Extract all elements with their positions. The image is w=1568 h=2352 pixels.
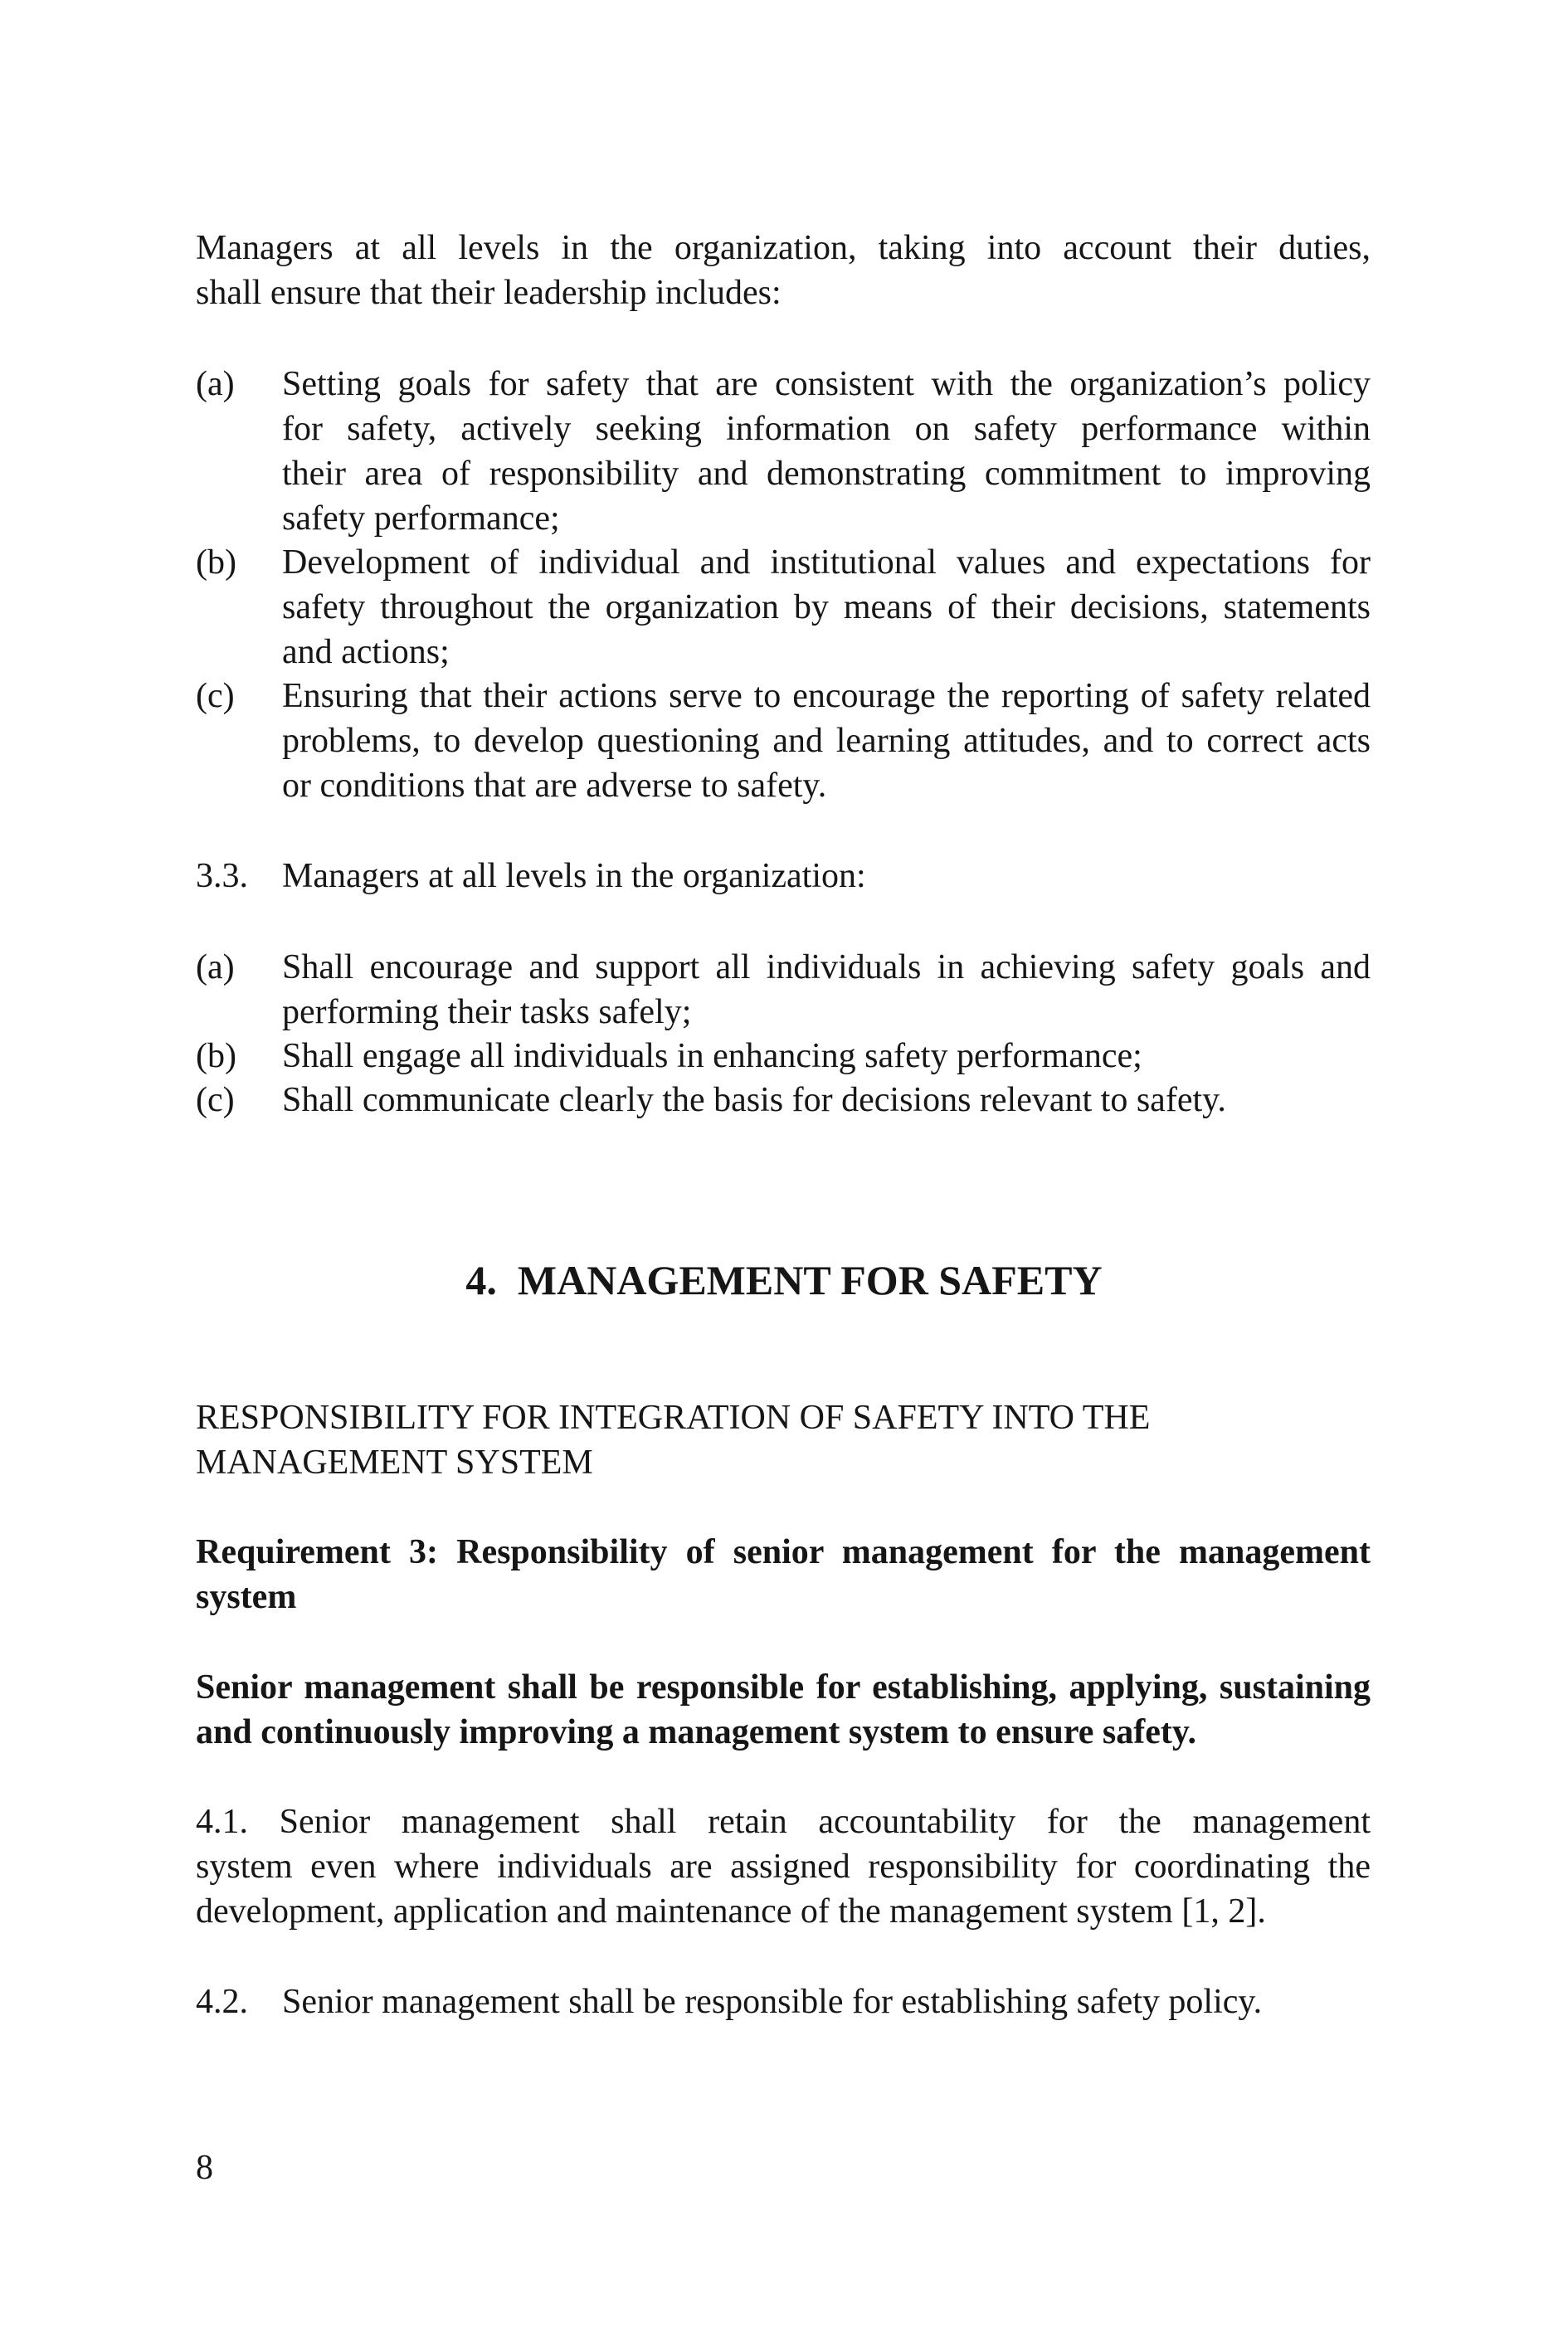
- paragraph-4-2: [196, 1979, 1371, 2024]
- requirement-title: [196, 1530, 1371, 1619]
- paragraph-3-3: [196, 854, 1371, 898]
- list-item-3-2-b: [196, 540, 1371, 674]
- paragraph-number: 3.3.: [196, 857, 248, 895]
- list-item-label: (c): [196, 677, 235, 715]
- requirement-title-line: Requirement 3: Responsibility of senior management for the management: [196, 1533, 1371, 1571]
- list-item-line: their area of responsibility and demonstrating commitment to improving: [282, 455, 1371, 493]
- list-item-label: (a): [196, 365, 235, 403]
- paragraph-line: system even where individuals are assigned responsibility for coordinating the: [196, 1848, 1371, 1886]
- requirement-statement-line: Senior management shall be responsible for establishing, applying, sustaining: [196, 1668, 1371, 1707]
- section-heading: 4. MANAGEMENT FOR SAFETY: [465, 1257, 1103, 1303]
- list-item-line: Ensuring that their actions serve to encourage the reporting of safety related: [282, 677, 1371, 715]
- list-item-line: for safety, actively seeking information on safety performance within: [282, 410, 1371, 448]
- list-item-line: problems, to develop questioning and learning attitudes, and to correct acts: [282, 722, 1371, 760]
- paragraph-line: Managers at all levels in the organization, taking into account their duties,: [196, 229, 1371, 267]
- list-item-3-2-a: [196, 362, 1371, 541]
- list-item-3-3-a: [196, 945, 1371, 1035]
- list-item-line: Shall engage all individuals in enhancing safety performance;: [282, 1037, 1142, 1075]
- list-item-line: performing their tasks safely;: [282, 993, 692, 1031]
- subsection-heading-line: RESPONSIBILITY FOR INTEGRATION OF SAFETY INTO THE: [196, 1399, 1151, 1437]
- requirement-title-line: system: [196, 1578, 297, 1616]
- list-item-3-3-c: [196, 1078, 1371, 1122]
- subsection-heading: [196, 1395, 1371, 1485]
- paragraph-line: Senior management shall be responsible for establishing safety policy.: [282, 1983, 1263, 2021]
- requirement-statement-line: and continuously improving a management system to ensure safety.: [196, 1713, 1197, 1751]
- list-item-line: Setting goals for safety that are consistent with the organization’s policy: [282, 365, 1371, 403]
- list-item-line: safety throughout the organization by means of their decisions, statements: [282, 588, 1371, 626]
- list-item-label: (a): [196, 948, 235, 986]
- list-item-line: Development of individual and institutional values and expectations for: [282, 543, 1371, 582]
- list-item-label: (b): [196, 543, 236, 582]
- page-number: 8: [196, 2149, 213, 2187]
- subsection-heading-line: MANAGEMENT SYSTEM: [196, 1444, 593, 1482]
- paragraph-line: shall ensure that their leadership includes:: [196, 274, 782, 312]
- list-item-line: Shall encourage and support all individuals in achieving safety goals and: [282, 948, 1371, 986]
- paragraph-3-2: [196, 226, 1371, 315]
- list-item-label: (c): [196, 1081, 235, 1119]
- list-item-3-3-b: [196, 1034, 1371, 1079]
- paragraph-line: 4.1. Senior management shall retain accountability for the management: [196, 1803, 1371, 1841]
- paragraph-line: development, application and maintenance of the management system [1, 2].: [196, 1892, 1266, 1931]
- list-item-label: (b): [196, 1037, 236, 1075]
- paragraph-4-1: [196, 1799, 1371, 1934]
- list-item-line: safety performance;: [282, 499, 560, 538]
- list-item-line: or conditions that are adverse to safety.: [282, 767, 827, 805]
- list-item-3-2-c: [196, 674, 1371, 808]
- paragraph-number: 4.2.: [196, 1983, 248, 2021]
- paragraph-line: Managers at all levels in the organization:: [282, 857, 866, 895]
- list-item-line: and actions;: [282, 633, 450, 671]
- requirement-statement: [196, 1665, 1371, 1755]
- list-item-line: Shall communicate clearly the basis for decisions relevant to safety.: [282, 1081, 1226, 1119]
